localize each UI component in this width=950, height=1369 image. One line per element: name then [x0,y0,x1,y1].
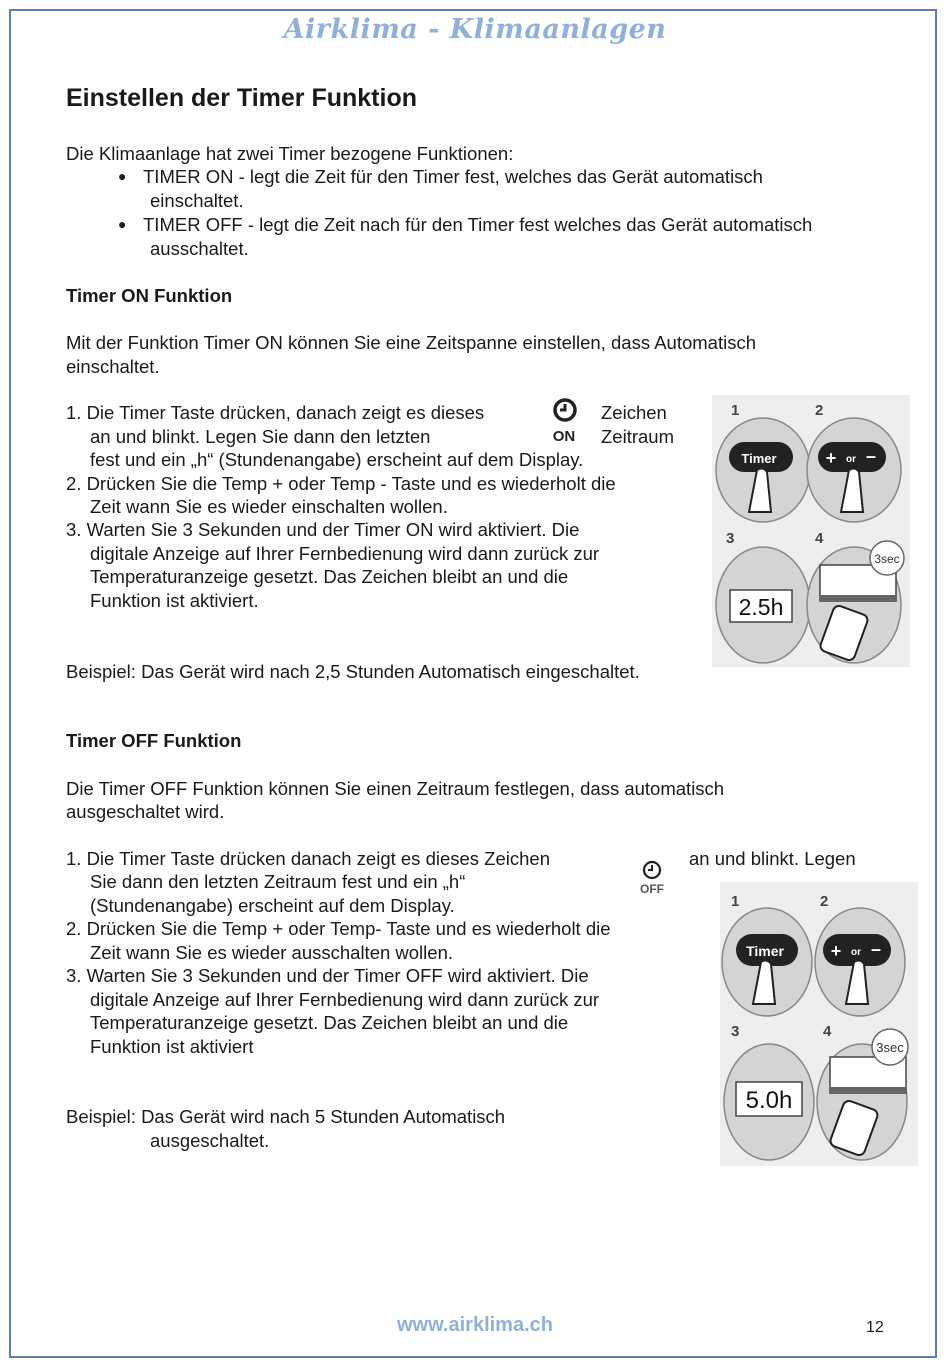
timer-off-icon [633,860,671,896]
three-second-label: 3sec [876,1040,904,1055]
timer-on-desc: Mit der Funktion Timer ON können Sie eine Zeitspanne einstellen, dass Automatisch [66,332,756,353]
bullet-timer-on: TIMER ON - legt die Zeit für den Timer fest, welches das Gerät automatisch [143,166,763,187]
timer-on-step3: 3. Warten Sie 3 Sekunden und der Timer ON wird aktiviert. Die [66,519,580,540]
step-number: 1 [731,402,740,419]
timer-off-desc-cont: ausgeschaltet wird. [66,801,225,822]
timer-off-step3-b: digitale Anzeige auf Ihrer Fernbedienung wird dann zurück zur [90,989,600,1010]
timer-on-step1-c: an und blinkt. Legen Sie dann den letzten [90,426,431,447]
section-heading-timer-off: Timer OFF Funktion [66,730,242,751]
timer-on-illustration [712,395,910,667]
timer-on-step3-d: Funktion ist aktiviert. [90,590,259,611]
timer-button-label: Timer [741,451,777,466]
three-second-label: 3sec [874,552,900,566]
timer-off-example-cont: ausgeschaltet. [150,1130,270,1151]
header-title: Airklima - Klimaanlagen [283,14,667,45]
step-number: 2 [815,402,824,419]
timer-off-step3-d: Funktion ist aktiviert [90,1036,254,1057]
timer-off-step1-c: Sie dann den letzten Zeitraum fest und ein „h“ [90,871,466,892]
timer-on-step1: 1. Die Timer Taste drücken, danach zeigt es dieses [66,402,485,423]
bullet-dot: ● [118,216,127,232]
timer-on-icon [547,397,581,443]
timer-button-label: Timer [746,943,784,959]
timer-on-step2-b: Zeit wann Sie es wieder einschalten wollen. [90,496,448,517]
timer-off-step1: 1. Die Timer Taste drücken danach zeigt es dieses Zeichen [66,848,550,869]
minus-glyph: – [870,939,882,959]
timer-off-step3: 3. Warten Sie 3 Sekunden und der Timer OFF wird aktiviert. Die [66,965,589,986]
step-number: 4 [815,530,824,547]
step-number: 2 [820,893,829,910]
timer-off-step2-b: Zeit wann Sie es wieder ausschalten wollen. [90,942,453,963]
page-number: 12 [866,1319,884,1336]
or-label: or [846,454,856,465]
timer-off-step1-d: (Stundenangabe) erscheint auf dem Display. [90,895,455,916]
step-number: 3 [731,1023,740,1040]
step-number: 4 [823,1023,832,1040]
timer-on-step1-d: Zeitraum [601,426,674,447]
section-heading-timer-on: Timer ON Funktion [66,285,233,306]
timer-on-step3-c: Temperaturanzeige gesetzt. Das Zeichen bleibt an und die [90,566,569,587]
timer-on-desc-cont: einschaltet. [66,356,160,377]
timer-off-example: Beispiel: Das Gerät wird nach 5 Stunden Automatisch [66,1106,506,1127]
timer-on-step2: 2. Drücken Sie die Temp + oder Temp - Taste und es wiederholt die [66,473,616,494]
display-readout: 2.5h [738,594,784,620]
timer-off-illustration [720,882,918,1166]
timer-off-desc: Die Timer OFF Funktion können Sie einen Zeitraum festlegen, dass automatisch [66,778,725,799]
display-readout: 5.0h [745,1087,793,1114]
step-number: 1 [731,893,740,910]
timer-off-icon-label: OFF [640,882,664,896]
page-title: Einstellen der Timer Funktion [66,84,417,112]
timer-on-step1-b: Zeichen [601,402,667,423]
bullet-timer-off: TIMER OFF - legt die Zeit nach für den Timer fest welches das Gerät automatisch [143,214,813,235]
timer-off-step3-c: Temperaturanzeige gesetzt. Das Zeichen bleibt an und die [90,1012,569,1033]
timer-on-step1-e: fest und ein „h“ (Stundenangabe) erscheint auf dem Display. [90,449,584,470]
minus-glyph: – [865,446,877,466]
plus-glyph: + [825,448,837,468]
timer-on-icon-label: ON [552,428,576,443]
plus-glyph: + [830,941,842,961]
bullet-dot: ● [118,168,127,184]
timer-on-step3-b: digitale Anzeige auf Ihrer Fernbedienung wird dann zurück zur [90,543,600,564]
step-number: 3 [726,530,735,547]
or-label: or [851,947,861,958]
bullet-timer-off-cont: ausschaltet. [150,238,249,259]
timer-on-example: Beispiel: Das Gerät wird nach 2,5 Stunden Automatisch eingeschaltet. [66,661,640,682]
footer-link[interactable]: www.airklima.ch [397,1314,553,1336]
timer-off-step1-b: an und blinkt. Legen [689,848,856,869]
intro-line: Die Klimaanlage hat zwei Timer bezogene Funktionen: [66,143,514,164]
bullet-timer-on-cont: einschaltet. [150,190,244,211]
timer-off-step2: 2. Drücken Sie die Temp + oder Temp- Taste und es wiederholt die [66,918,611,939]
